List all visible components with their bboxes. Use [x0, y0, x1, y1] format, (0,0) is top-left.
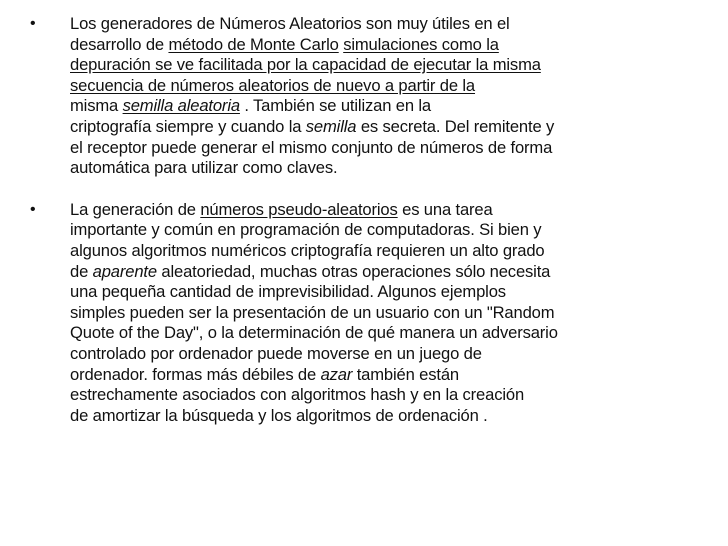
- bullet-icon: •: [30, 200, 36, 218]
- text-segment: . También se utilizan en la: [239, 96, 431, 116]
- hyperlink-text[interactable]: método de Monte Carlo: [168, 34, 339, 54]
- emphasis-text: semilla: [305, 116, 357, 136]
- bullet-paragraph: [30, 200, 702, 427]
- text-line: [70, 241, 702, 262]
- text-segment: también están: [352, 364, 459, 384]
- text-line: [70, 158, 702, 179]
- text-segment: de amortizar la búsqueda y los algoritmos de ordenación .: [70, 405, 488, 425]
- text-line: [70, 303, 702, 324]
- bullet-list: [30, 14, 702, 426]
- text-segment: desarrollo de: [70, 34, 169, 54]
- text-line: [70, 117, 702, 138]
- text-line: [70, 35, 702, 56]
- hyperlink-text[interactable]: simulaciones como la: [343, 34, 499, 54]
- text-line: [70, 55, 702, 76]
- text-segment: el receptor puede generar el mismo conjunto de números de forma: [70, 137, 553, 157]
- text-segment: automática para utilizar como claves.: [70, 158, 338, 178]
- text-segment: estrechamente asociados con algoritmos hash y en la creación: [70, 385, 525, 405]
- text-segment: Los generadores de Números Aleatorios son muy útiles en el: [70, 14, 510, 33]
- text-line: [70, 96, 702, 117]
- emphasis-text: azar: [320, 364, 353, 384]
- text-line: [70, 262, 702, 283]
- hyperlink-text[interactable]: secuencia de números aleatorios de nuevo a partir de la: [70, 75, 476, 95]
- text-segment: misma: [70, 96, 123, 116]
- hyperlink-text[interactable]: semilla aleatoria: [122, 96, 240, 116]
- text-segment: una pequeña cantidad de imprevisibilidad. Algunos ejemplos: [70, 282, 506, 302]
- text-segment: es una tarea: [397, 199, 493, 219]
- text-line: [70, 14, 702, 35]
- text-line: [70, 138, 702, 159]
- text-line: [70, 385, 702, 406]
- text-line: [70, 365, 702, 386]
- text-segment: aleatoriedad, muchas otras operaciones sólo necesita: [156, 261, 551, 281]
- text-line: [70, 220, 702, 241]
- text-segment: controlado por ordenador puede moverse en un juego de: [70, 343, 482, 363]
- bullet-paragraph: [30, 14, 702, 179]
- text-line: [70, 200, 702, 221]
- emphasis-text: aparente: [92, 261, 157, 281]
- text-segment: importante y común en programación de computadoras. Si bien y: [70, 220, 542, 240]
- text-segment: es secreta. Del remitente y: [356, 116, 555, 136]
- text-segment: simples pueden ser la presentación de un usuario con un "Random: [70, 302, 555, 322]
- text-line: [70, 323, 702, 344]
- text-line: [70, 282, 702, 303]
- text-segment: de: [70, 261, 93, 281]
- text-segment: criptografía siempre y cuando la: [70, 116, 306, 136]
- text-line: [70, 76, 702, 97]
- text-line: [70, 406, 702, 427]
- hyperlink-text[interactable]: depuración se ve facilitada por la capacidad de ejecutar la misma: [70, 55, 541, 75]
- hyperlink-text[interactable]: números pseudo-aleatorios: [200, 199, 398, 219]
- text-segment: La generación de: [70, 199, 201, 219]
- text-line: [70, 344, 702, 365]
- text-segment: Quote of the Day", o la determinación de qué manera un adversario: [70, 323, 558, 343]
- text-segment: algunos algoritmos numéricos criptografía requieren un alto grado: [70, 240, 545, 260]
- bullet-icon: •: [30, 15, 36, 32]
- text-segment: ordenador. formas más débiles de: [70, 364, 321, 384]
